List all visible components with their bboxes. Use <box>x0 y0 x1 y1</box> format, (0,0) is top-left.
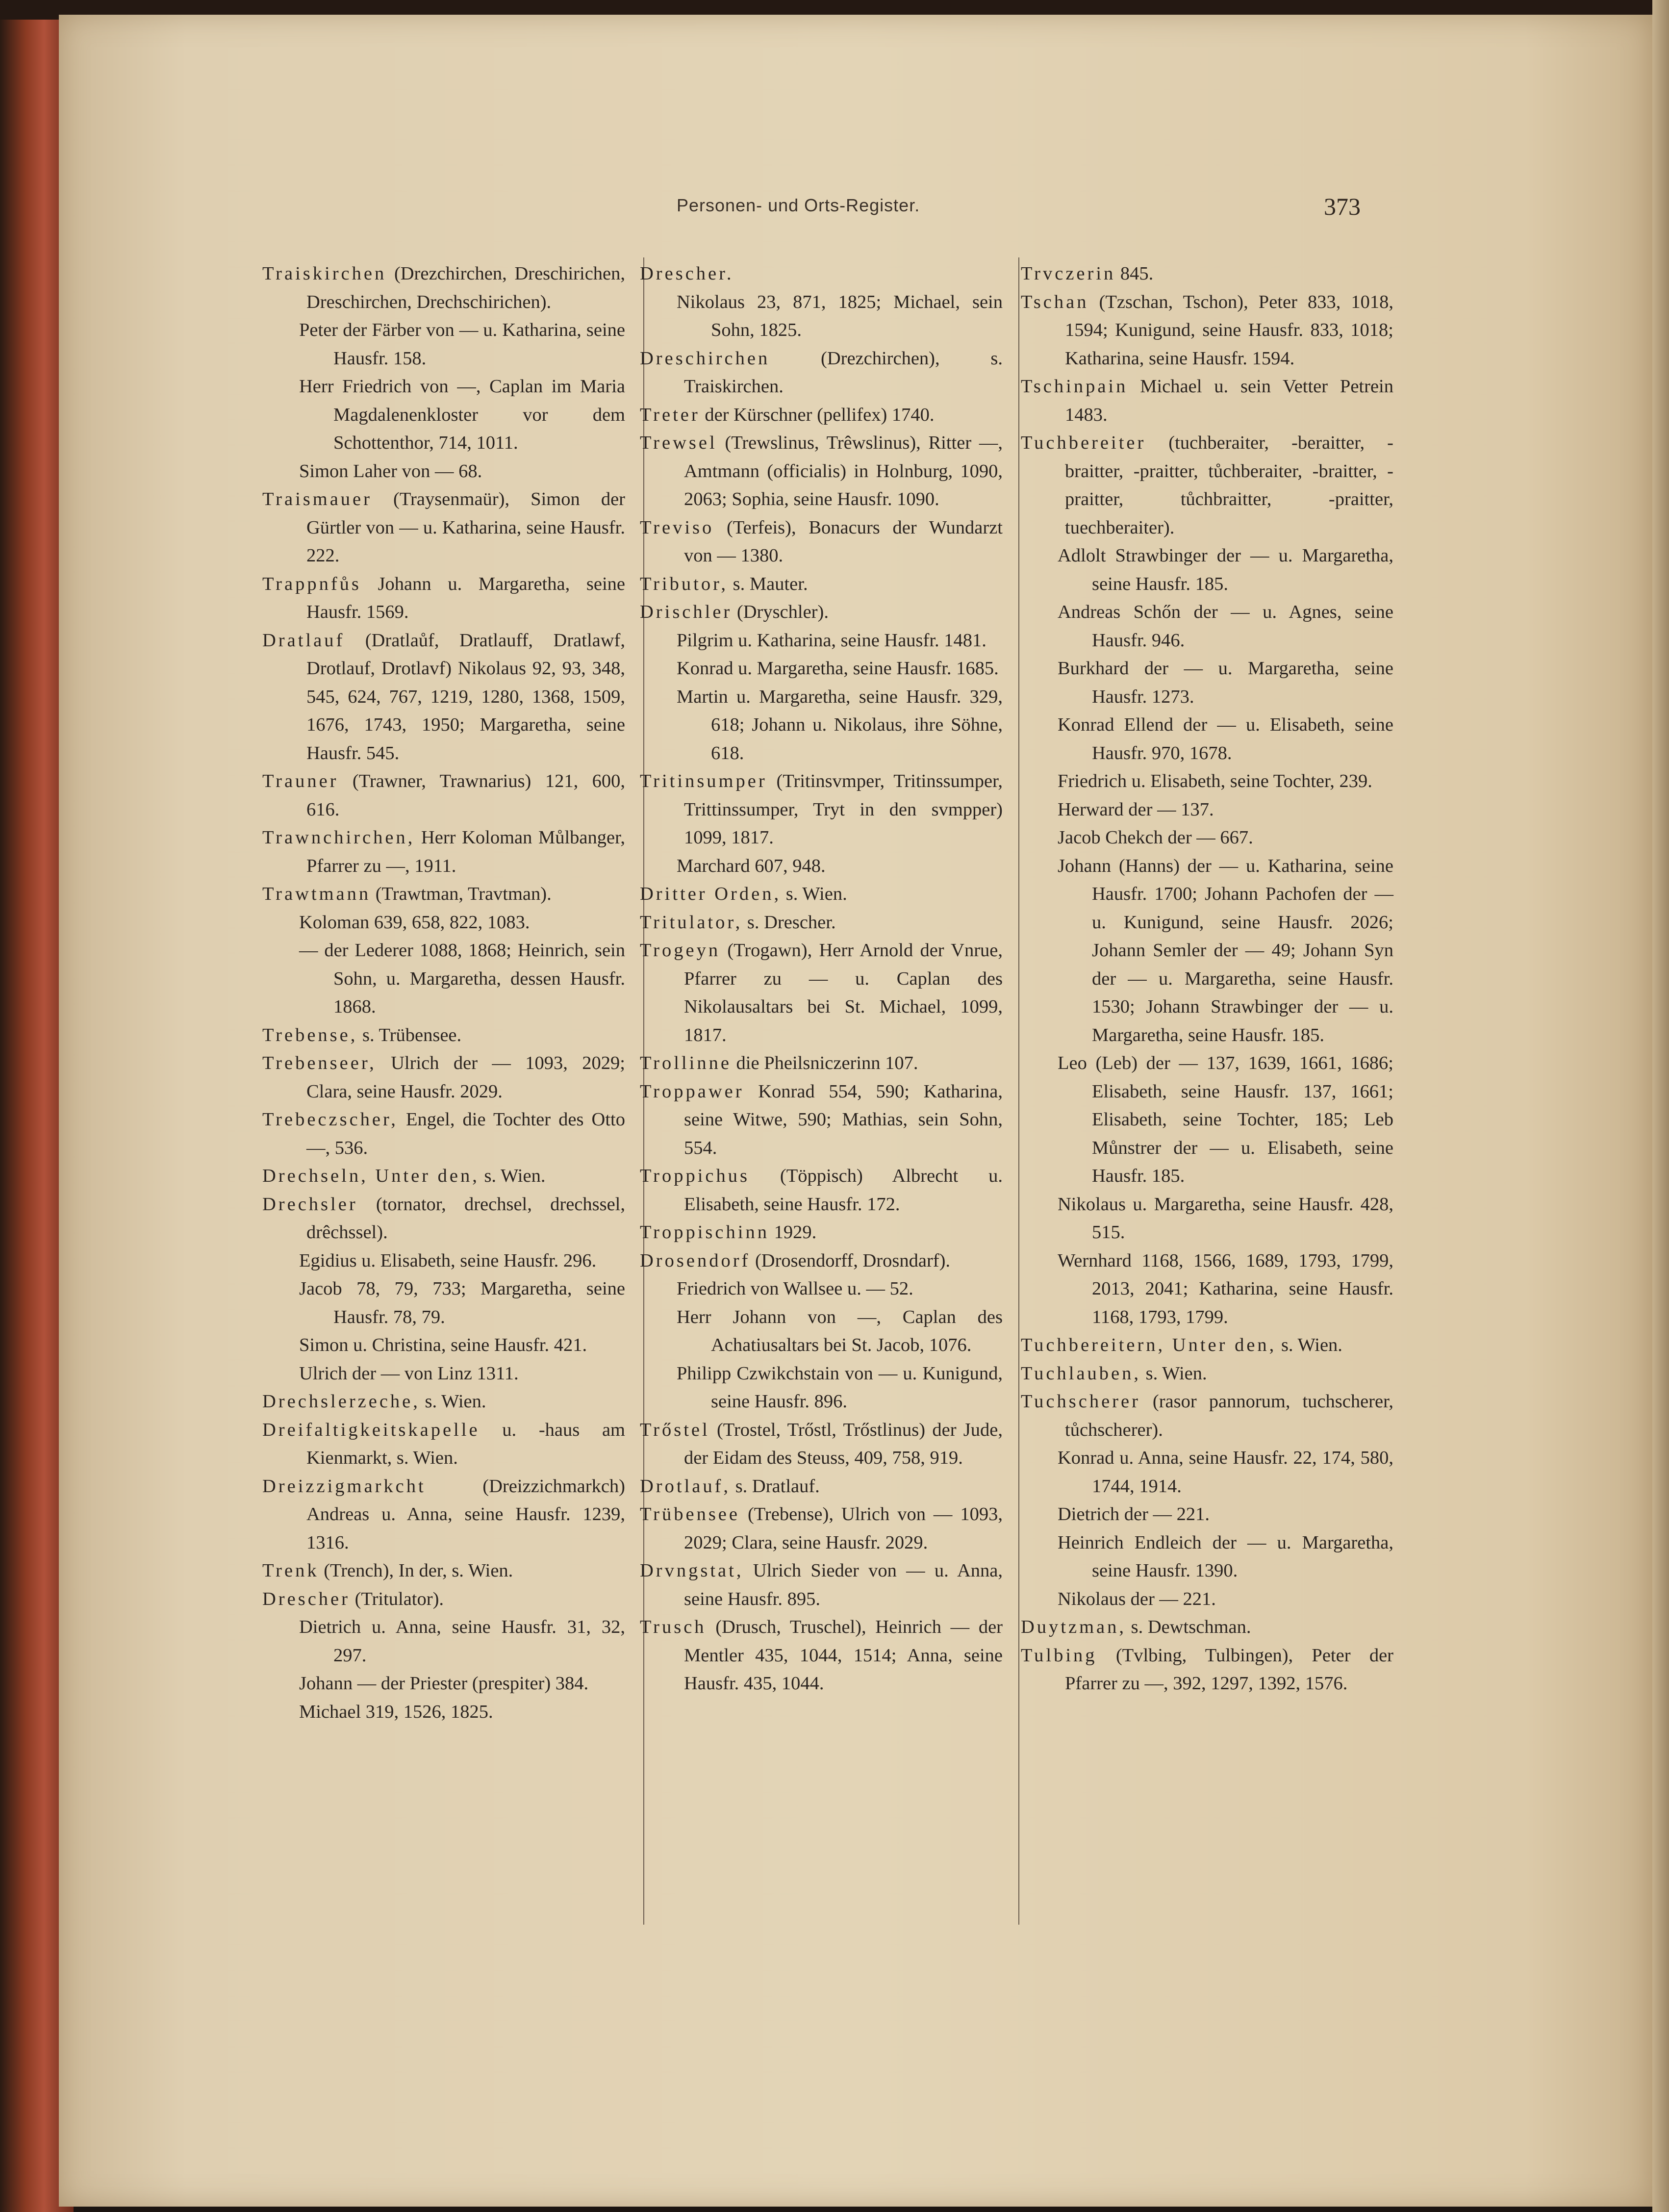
index-subentry <box>262 1698 625 1727</box>
entry-text: Friedrich von Wallsee u. — 52. <box>677 1278 913 1299</box>
entry-headword: Trawnchirchen, <box>262 827 415 848</box>
index-entry <box>1021 288 1393 373</box>
index-entry <box>640 570 1003 599</box>
entry-text: s. Wien. <box>1276 1335 1342 1355</box>
entry-text: die Pheilsniczerinn 107. <box>731 1053 918 1073</box>
index-subentry <box>1021 1585 1393 1614</box>
entry-headword: Dreifaltigkeitskapelle <box>262 1419 480 1440</box>
entry-text: Heinrich Endleich der — u. Margaretha, seine Hausfr. 1390. <box>1058 1532 1393 1581</box>
entry-text: (Tritulator). <box>350 1588 444 1609</box>
index-subentry <box>1021 1500 1393 1529</box>
index-entry <box>1021 1331 1393 1360</box>
index-subentry <box>262 1613 625 1670</box>
entry-text: s. Wien. <box>420 1391 486 1412</box>
index-entry <box>640 1049 1003 1078</box>
entry-text: (Tritinsvmper, Tritinssumper, Trittinssumper, Tryt in den svmpper) 1099, 1817. <box>684 771 1003 848</box>
index-entry <box>262 1557 625 1585</box>
index-entry <box>640 1613 1003 1698</box>
entry-text: Konrad u. Margaretha, seine Hausfr. 1685. <box>677 658 999 679</box>
entry-headword: Trusch <box>640 1617 707 1637</box>
entry-text: Johann — der Priester (prespiter) 384. <box>299 1673 589 1694</box>
index-subentry <box>640 1360 1003 1416</box>
index-entry <box>640 429 1003 514</box>
entry-headword: Drotlauf, <box>640 1475 731 1497</box>
entry-text: Nikolaus der — 221. <box>1058 1588 1216 1609</box>
entry-text: Pilgrim u. Katharina, seine Hausfr. 1481. <box>677 630 986 651</box>
index-entry <box>1021 1642 1393 1698</box>
index-entry <box>1021 373 1393 429</box>
index-subentry <box>262 1360 625 1388</box>
entry-text: Konrad Ellend der — u. Elisabeth, seine Hausfr. 970, 1678. <box>1058 714 1393 763</box>
index-entry <box>262 1106 625 1162</box>
index-column-2 <box>640 260 1003 1698</box>
entry-headword: Trogeyn <box>640 940 721 961</box>
index-subentry <box>1021 1049 1393 1191</box>
index-entry <box>640 1078 1003 1163</box>
entry-headword: Troppichus <box>640 1166 750 1186</box>
entry-text: (Drusch, Truschel), Heinrich — der Mentler 435, 1044, 1514; Anna, seine Hausfr. 435, 1044. <box>684 1617 1003 1694</box>
entry-text: (Trawner, Trawnarius) 121, 600, 616. <box>306 771 625 820</box>
entry-text: (tornator, drechsel, drechssel, drêchssel). <box>306 1194 625 1243</box>
index-subentry <box>640 655 1003 683</box>
entry-text: u. -haus am Kienmarkt, s. Wien. <box>306 1419 625 1468</box>
page-number: 373 <box>1324 193 1361 220</box>
entry-text: (Dryschler). <box>732 602 829 622</box>
entry-text: Jacob 78, 79, 733; Margaretha, seine Hausfr. 78, 79. <box>299 1278 625 1327</box>
entry-headword: Tulbing <box>1021 1645 1097 1666</box>
index-subentry <box>262 937 625 1021</box>
entry-text: Jacob Chekch der — 667. <box>1058 827 1253 848</box>
entry-text: — der Lederer 1088, 1868; Heinrich, sein Sohn, u. Margaretha, dessen Hausfr. 1868. <box>299 940 625 1017</box>
entry-text: s. Wien. <box>479 1166 546 1186</box>
entry-text: der Kürschner (pellifex) 1740. <box>700 404 935 425</box>
entry-headword: Trenk <box>262 1560 319 1581</box>
entry-text: (Trewslinus, Trêwslinus), Ritter —, Amtmann (officialis) in Holnburg, 1090, 2063; Sophia, seine Hausfr. 1090. <box>684 432 1003 509</box>
entry-text: 845. <box>1115 263 1154 284</box>
entry-headword: Troppischinn <box>640 1222 769 1243</box>
entry-headword: Drosendorf <box>640 1250 751 1271</box>
entry-text: (Tvlbing, Tulbingen), Peter der Pfarrer zu —, 392, 1297, 1392, 1576. <box>1065 1645 1393 1694</box>
entry-headword: Tuchbereiter <box>1021 432 1146 453</box>
entry-text: Engel, die Tochter des Otto —, 536. <box>306 1109 625 1158</box>
index-entry <box>640 767 1003 852</box>
entry-headword: Tuchlauben, <box>1021 1363 1141 1384</box>
entry-text: Simon Laher von — 68. <box>299 460 482 482</box>
entry-text: (Dratlaůf, Dratlauff, Dratlawf, Drotlauf, Drotlavf) Nikolaus 92, 93, 348, 545, 624, 767, 1219, 1280, 1368, 1509, 1676, 1743, 1950; Margaretha, seine Hausfr. 545. <box>306 630 625 763</box>
entry-headword: Drvngstat, <box>640 1560 744 1581</box>
entry-headword: Traismauer <box>262 489 372 509</box>
index-column-3 <box>1021 260 1393 1698</box>
index-entry <box>640 1162 1003 1219</box>
entry-text: (Drezchirchen, Dreschirichen, Dreschirchen, Drechschirichen). <box>306 263 625 312</box>
index-entry <box>640 598 1003 627</box>
entry-text: Friedrich u. Elisabeth, seine Tochter, 239. <box>1058 771 1372 791</box>
index-subentry <box>640 288 1003 345</box>
entry-text: Leo (Leb) der — 137, 1639, 1661, 1686; Elisabeth, seine Hausfr. 137, 1661; Elisabeth, seine Tochter, 185; Leb Můnstrer der — u. Elisabeth, seine Hausfr. 185. <box>1058 1053 1393 1186</box>
entry-text: Konrad 554, 590; Katharina, seine Witwe, 590; Mathias, sein Sohn, 554. <box>684 1081 1003 1158</box>
entry-text: Simon u. Christina, seine Hausfr. 421. <box>299 1335 587 1355</box>
index-entry <box>640 937 1003 1049</box>
entry-headword: Trebense, <box>262 1024 358 1045</box>
entry-headword: Troppawer <box>640 1081 744 1102</box>
entry-headword: Duytzman, <box>1021 1617 1126 1637</box>
entry-text: (Dreizzichmarkch) Andreas u. Anna, seine Hausfr. 1239, 1316. <box>306 1475 625 1553</box>
entry-headword: Trvczerin <box>1021 263 1116 284</box>
index-subentry <box>1021 598 1393 655</box>
entry-headword: Tritinsumper <box>640 771 767 791</box>
entry-text: s. Mauter. <box>728 573 808 594</box>
entry-text: s. Dewtschman. <box>1126 1617 1251 1637</box>
entry-headword: Tuchbereitern, Unter den, <box>1021 1335 1277 1355</box>
index-subentry <box>1021 1247 1393 1332</box>
entry-text: s. Drescher. <box>742 912 836 933</box>
entry-headword: Drechseln, Unter den, <box>262 1166 480 1186</box>
entry-text: Herr Koloman Můlbanger, Pfarrer zu —, 1911. <box>306 827 625 876</box>
entry-text: (Traysenmaür), Simon der Gürtler von — u. Katharina, seine Hausfr. 222. <box>306 489 625 566</box>
index-entry <box>262 824 625 880</box>
entry-text: Dietrich der — 221. <box>1058 1504 1210 1525</box>
index-subentry <box>640 627 1003 655</box>
index-entry <box>1021 1388 1393 1444</box>
index-subentry <box>1021 1191 1393 1247</box>
entry-text: (tuchberaiter, -beraitter, -braitter, -praitter, tůchberaiter, -braitter, -praitter, tůchbraitter, -praitter, tuechberaiter). <box>1065 432 1393 538</box>
index-entry <box>262 570 625 627</box>
index-entry <box>640 1473 1003 1501</box>
entry-headword: Trollinne <box>640 1053 732 1073</box>
entry-text: (Drezchirchen), s. Traiskirchen. <box>684 348 1003 397</box>
index-entry <box>640 345 1003 401</box>
index-subentry <box>1021 655 1393 711</box>
index-entry <box>262 1162 625 1191</box>
entry-headword: Trauner <box>262 771 339 791</box>
entry-text: s. Dratlauf. <box>731 1475 820 1497</box>
index-entry <box>1021 1613 1393 1642</box>
entry-text: Wernhard 1168, 1566, 1689, 1793, 1799, 2013, 2041; Katharina, seine Hausfr. 1168, 1793, 1799. <box>1058 1250 1393 1327</box>
index-subentry <box>1021 796 1393 824</box>
entry-text: Michael 319, 1526, 1825. <box>299 1701 493 1722</box>
entry-headword: Treter <box>640 404 700 425</box>
entry-text: Konrad u. Anna, seine Hausfr. 22, 174, 580, 1744, 1914. <box>1058 1448 1393 1497</box>
entry-text: (Trostel, Trőstl, Trőstlinus) der Jude, der Eidam des Steuss, 409, 758, 919. <box>684 1419 1003 1468</box>
index-subentry <box>640 1303 1003 1360</box>
index-entry <box>640 1416 1003 1473</box>
index-entry <box>262 767 625 824</box>
entry-headword: Tuchscherer <box>1021 1391 1140 1412</box>
entry-headword: Trawtmann <box>262 884 371 904</box>
entry-text: Herr Friedrich von —, Caplan im Maria Magdalenenkloster vor dem Schottenthor, 714, 1011. <box>299 376 625 453</box>
index-subentry <box>1021 1444 1393 1500</box>
entry-headword: Tschinpain <box>1021 376 1128 397</box>
index-entry <box>640 1557 1003 1613</box>
entry-text: (Trogawn), Herr Arnold der Vnrue, Pfarrer zu — u. Caplan des Nikolausaltars bei St. Michael, 1099, 1817. <box>684 940 1003 1045</box>
index-subentry <box>262 1670 625 1698</box>
entry-headword: Drischler <box>640 602 733 622</box>
index-entry <box>1021 429 1393 542</box>
index-subentry <box>640 852 1003 881</box>
entry-headword: Trappnfůs <box>262 573 361 594</box>
entry-text: s. Wien. <box>781 884 847 904</box>
entry-text: (Töppisch) Albrecht u. Elisabeth, seine Hausfr. 172. <box>684 1166 1003 1215</box>
entry-text: 1929. <box>769 1222 817 1243</box>
entry-headword: Drechslerzeche, <box>262 1391 420 1412</box>
entry-text: Nikolaus u. Margaretha, seine Hausfr. 428, 515. <box>1058 1194 1393 1243</box>
entry-text: (Trawtman, Travtman). <box>371 884 552 904</box>
entry-headword: Trübensee <box>640 1504 740 1525</box>
entry-text: Herward der — 137. <box>1058 799 1214 820</box>
entry-headword: Drescher. <box>640 263 734 284</box>
entry-headword: Trebenseer, <box>262 1053 377 1073</box>
entry-text: (Trebense), Ulrich von — 1093, 2029; Clara, seine Hausfr. 2029. <box>684 1504 1003 1553</box>
entry-headword: Trebeczscher, <box>262 1109 398 1130</box>
index-subentry <box>1021 1529 1393 1585</box>
entry-text: Adlolt Strawbinger der — u. Margaretha, seine Hausfr. 185. <box>1058 545 1393 594</box>
index-entry <box>640 1500 1003 1557</box>
index-subentry <box>1021 542 1393 598</box>
entry-text: Martin u. Margaretha, seine Hausfr. 329, 618; Johann u. Nikolaus, ihre Söhne, 618. <box>677 686 1003 763</box>
entry-text: Burkhard der — u. Margaretha, seine Hausfr. 1273. <box>1058 658 1393 707</box>
index-subentry <box>1021 824 1393 852</box>
entry-headword: Tritulator, <box>640 912 743 933</box>
entry-headword: Dreschirchen <box>640 348 770 369</box>
entry-headword: Dreizzigmarkcht <box>262 1475 426 1497</box>
index-entry <box>262 1585 625 1614</box>
entry-text: (Tzschan, Tschon), Peter 833, 1018, 1594; Kunigund, seine Hausfr. 833, 1018; Katharina, seine Hausfr. 1594. <box>1065 291 1393 369</box>
index-entry <box>640 260 1003 288</box>
index-subentry <box>1021 852 1393 1050</box>
index-subentry <box>1021 711 1393 767</box>
index-subentry <box>262 909 625 937</box>
index-entry <box>262 1388 625 1416</box>
index-entry <box>262 485 625 570</box>
entry-text: Ulrich der — von Linz 1311. <box>299 1363 519 1384</box>
index-entry <box>1021 1360 1393 1388</box>
entry-text: s. Wien. <box>1141 1363 1207 1384</box>
entry-text: Egidius u. Elisabeth, seine Hausfr. 296. <box>299 1250 597 1271</box>
index-subentry <box>1021 767 1393 796</box>
index-entry <box>1021 260 1393 288</box>
entry-text: Michael u. sein Vetter Petrein 1483. <box>1065 376 1393 425</box>
index-subentry <box>640 683 1003 768</box>
entry-text: (Terfeis), Bonacurs der Wundarzt von — 1380. <box>684 517 1003 566</box>
index-subentry <box>262 1331 625 1360</box>
entry-text: Johann u. Margaretha, seine Hausfr. 1569. <box>306 573 625 622</box>
index-entry <box>640 514 1003 570</box>
index-entry <box>640 880 1003 909</box>
index-entry <box>262 1049 625 1106</box>
index-entry <box>262 1416 625 1473</box>
index-subentry <box>262 1247 625 1275</box>
entry-headword: Tschan <box>1021 291 1089 312</box>
entry-text: Ulrich Sieder von — u. Anna, seine Hausfr. 895. <box>684 1560 1003 1609</box>
index-subentry <box>262 458 625 486</box>
entry-headword: Dratlauf <box>262 630 345 651</box>
index-entry <box>640 401 1003 430</box>
entry-text: Herr Johann von —, Caplan des Achatiusaltars bei St. Jacob, 1076. <box>677 1306 1003 1355</box>
entry-text: Philipp Czwikchstain von — u. Kunigund, seine Hausfr. 896. <box>677 1363 1003 1412</box>
index-entry <box>262 880 625 909</box>
index-subentry <box>262 373 625 458</box>
running-title: Personen- und Orts-Register. <box>677 195 920 215</box>
entry-text: Andreas Schőn der — u. Agnes, seine Hausfr. 946. <box>1058 602 1393 651</box>
index-entry <box>640 1219 1003 1247</box>
index-entry <box>640 909 1003 937</box>
index-entry <box>262 1191 625 1247</box>
entry-text: Nikolaus 23, 871, 1825; Michael, sein Sohn, 1825. <box>677 291 1003 340</box>
entry-text: (rasor pannorum, tuchscherer, tůchscherer). <box>1065 1391 1393 1440</box>
entry-headword: Tributor, <box>640 573 729 594</box>
index-entry <box>262 1021 625 1050</box>
index-entry <box>262 627 625 768</box>
entry-text: (Drosendorff, Drosndarf). <box>750 1250 951 1271</box>
entry-text: (Trench), In der, s. Wien. <box>319 1560 513 1581</box>
entry-text: Ulrich der — 1093, 2029; Clara, seine Hausfr. 2029. <box>306 1053 625 1102</box>
entry-headword: Drescher <box>262 1588 350 1609</box>
page-edge <box>1652 0 1669 2212</box>
entry-headword: Drechsler <box>262 1194 358 1215</box>
entry-headword: Trewsel <box>640 432 717 453</box>
entry-headword: Dritter Orden, <box>640 884 782 904</box>
entry-text: s. Trübensee. <box>357 1024 462 1045</box>
entry-text: Marchard 607, 948. <box>677 855 826 876</box>
column-divider <box>1018 257 1019 1925</box>
index-entry <box>262 1473 625 1557</box>
entry-text: Dietrich u. Anna, seine Hausfr. 31, 32, 297. <box>299 1617 625 1666</box>
entry-text: Peter der Färber von — u. Katharina, seine Hausfr. 158. <box>299 320 625 369</box>
index-subentry <box>262 1275 625 1331</box>
entry-headword: Traiskirchen <box>262 263 387 284</box>
index-entry <box>262 260 625 316</box>
entry-text: Johann (Hanns) der — u. Katharina, seine Hausfr. 1700; Johann Pachofen der — u. Kunigund, seine Hausfr. 2026; Johann Semler der — 49; Johann Syn der — u. Margaretha, seine Hausfr. 1530; Johann Strawbinger der — u. Margaretha, seine Hausfr. 185. <box>1058 855 1393 1045</box>
index-entry <box>640 1247 1003 1275</box>
index-subentry <box>640 1275 1003 1303</box>
index-column-1 <box>262 260 625 1726</box>
page-header <box>0 195 1669 229</box>
entry-headword: Trőstel <box>640 1419 710 1440</box>
index-subentry <box>262 316 625 373</box>
entry-text: Koloman 639, 658, 822, 1083. <box>299 912 530 933</box>
entry-headword: Treviso <box>640 517 714 538</box>
